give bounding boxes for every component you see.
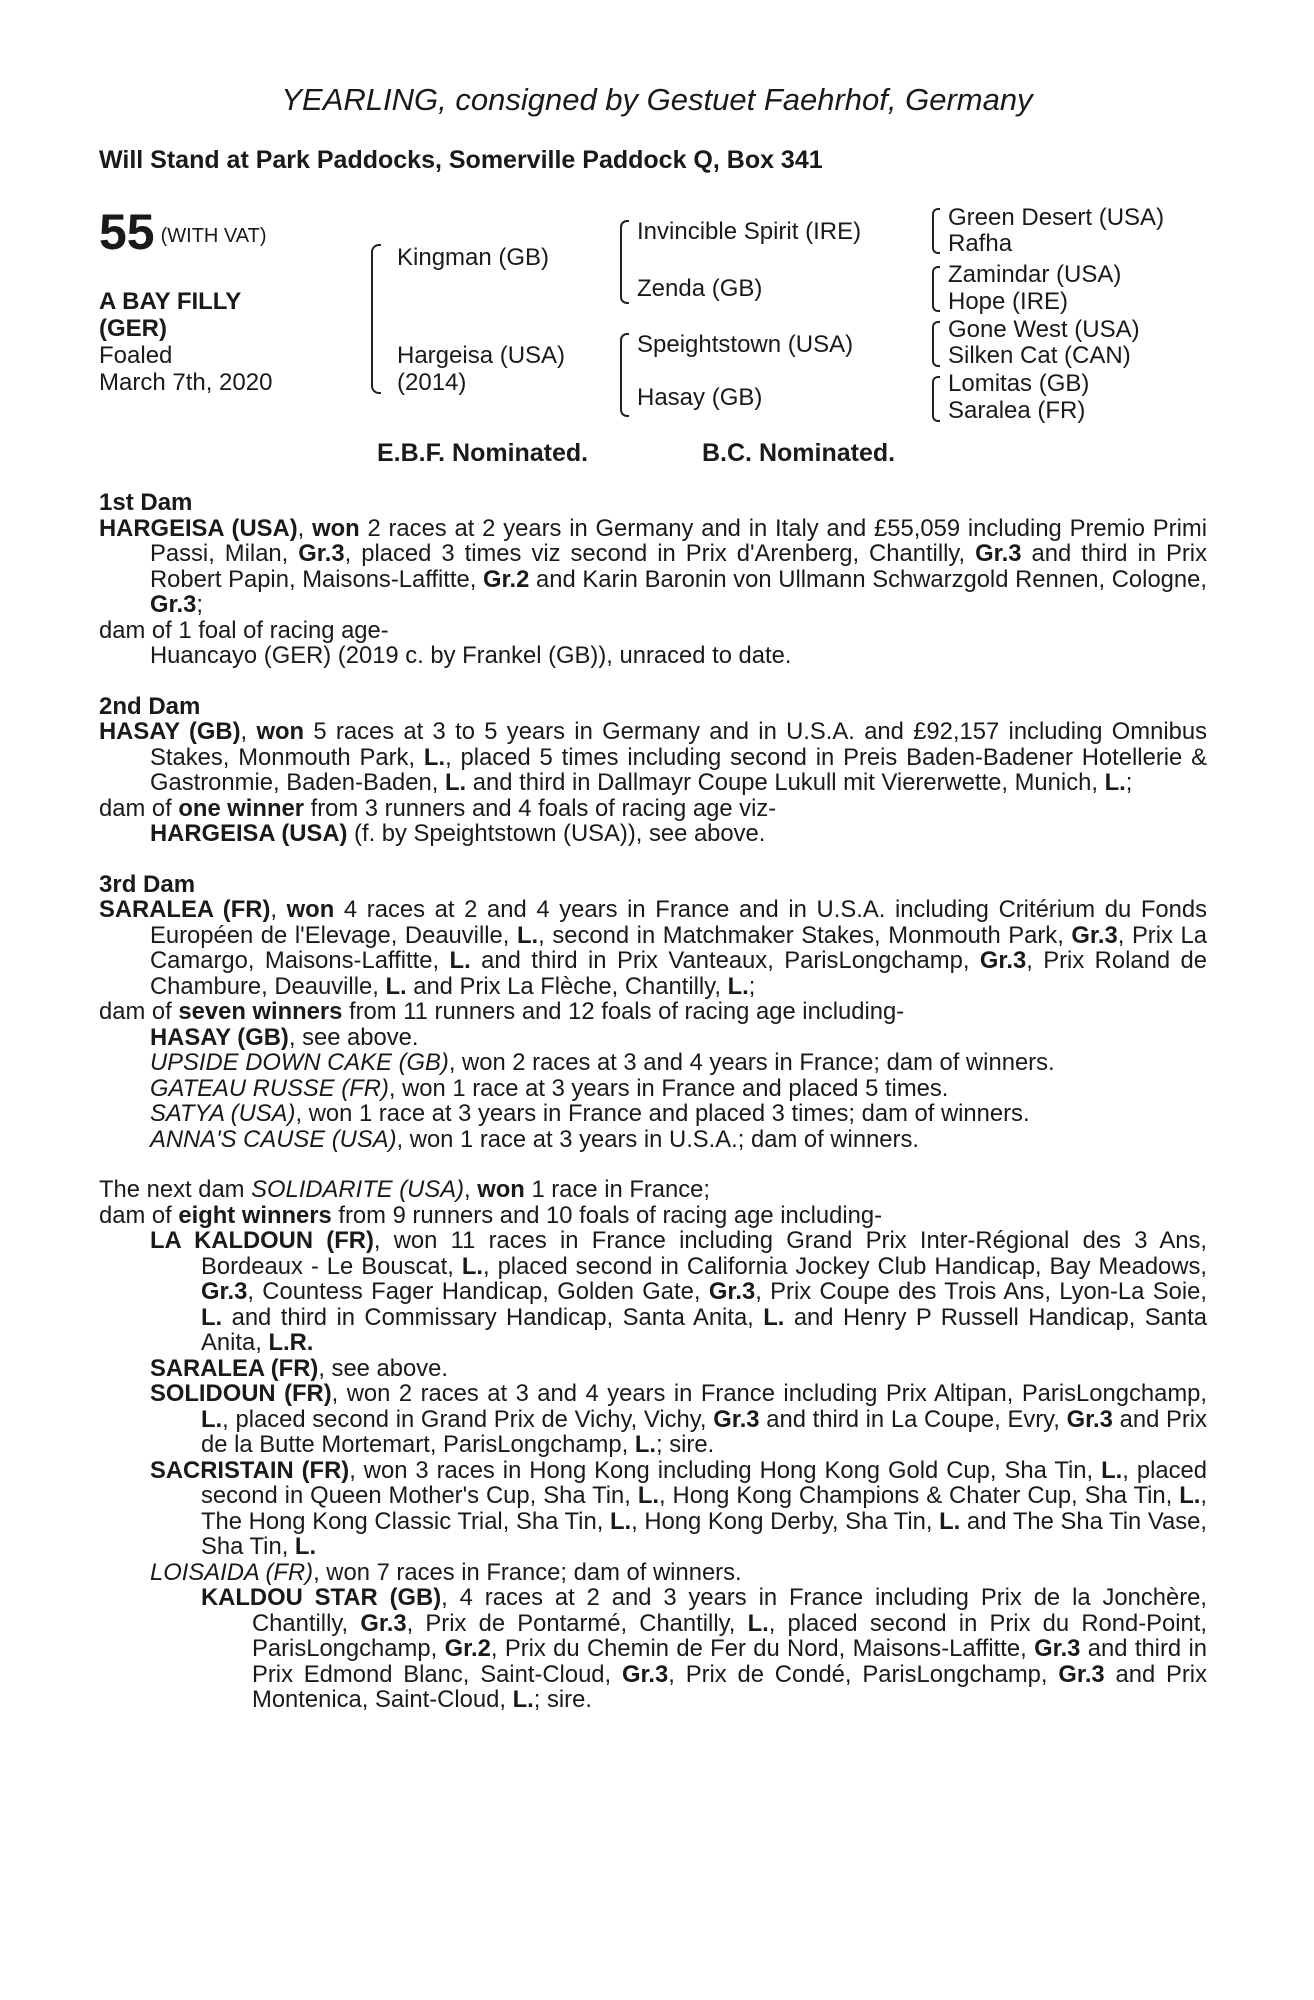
list-item: SARALEA (FR), see above. — [150, 1354, 448, 1382]
catalogue-body — [99, 490, 1207, 1713]
listed-label: L. — [423, 743, 446, 771]
next-dam-record: The next dam SOLIDARITE (USA), won 1 race in France; — [99, 1176, 711, 1203]
list-item: ANNA'S CAUSE (USA), won 1 race at 3 years in U.S.A.; dam of winners. — [150, 1125, 919, 1153]
next-dam-section — [99, 1177, 1207, 1713]
gen3-bracket-1 — [932, 208, 940, 254]
third-dam-name: SARALEA (FR) — [99, 896, 271, 923]
record-text: 2 races at 2 years in Germany and in Italy and £55,059 including Premio Primi Passi, Milan, — [150, 514, 1207, 567]
sire-sire-sire: Green Desert (USA) — [948, 204, 1165, 231]
dam-sire-dam: Silken Cat (CAN) — [948, 342, 1131, 369]
first-dam-record: HARGEISA (USA), won 2 races at 2 years in Germany and in Italy and £55,059 including Premio Primi Passi, Milan, Gr.3, placed 3 times viz second in Prix d'Arenberg, Chantilly, Gr.3 and third in Prix Robert Papin, Maisons-Laffitte, Gr.2 and Karin Baronin von Ullmann Schwarzgold Rennen, Cologne, Gr.3; — [99, 514, 1208, 618]
list-item: HASAY (GB), see above. — [150, 1023, 419, 1051]
lot-description — [99, 288, 272, 396]
gen3-bracket-3 — [932, 321, 940, 367]
lot-number-block — [99, 204, 267, 264]
first-dam-foal: Huancayo (GER) (2019 c. by Frankel (GB)), unraced to date. — [150, 642, 792, 669]
first-dam-name: HARGEISA (USA) — [99, 514, 298, 542]
gen3-bracket-4 — [932, 376, 940, 422]
sex-color: A BAY FILLY — [99, 288, 242, 315]
dam-dam-sire: Lomitas (GB) — [948, 370, 1090, 397]
list-item: UPSIDE DOWN CAKE (GB), won 2 races at 3 and 4 years in France; dam of winners. — [150, 1049, 1055, 1076]
record-text: and third in Prix Robert Papin, Maisons-Laffitte, — [150, 540, 1207, 593]
second-dam-section — [99, 694, 1207, 847]
third-dam-produce-intro: dam of seven winners from 11 runners and 12 foals of racing age including- — [99, 998, 905, 1025]
won-label: won — [256, 718, 305, 745]
second-dam-name: HASAY (GB) — [99, 718, 241, 745]
gen2-bracket-dam — [620, 333, 629, 417]
record-text: and third in Dallmayr Coupe Lukull mit Viererwette, Munich, — [466, 769, 1105, 796]
dam-sire: Speightstown (USA) — [637, 331, 854, 358]
stand-location: Will Stand at Park Paddocks, Somerville Paddock Q, Box 341 — [99, 146, 823, 174]
list-item: LOISAIDA (FR), won 7 races in France; dam of winners. — [150, 1558, 742, 1586]
foaled-date: March 7th, 2020 — [99, 369, 273, 396]
sire-dam-dam: Hope (IRE) — [948, 288, 1069, 315]
record-text: 5 races at 3 to 5 years in Germany and in U.S.A. and £92,157 including Omnibus Stakes, Monmouth Park, — [150, 718, 1207, 771]
vat-note: (WITH VAT) — [160, 224, 267, 247]
sire-sire: Invincible Spirit (IRE) — [637, 218, 862, 245]
record-text: and Karin Baronin von Ullmann Schwarzgold Rennen, Cologne, — [529, 565, 1208, 593]
gen3-bracket-2 — [932, 266, 940, 312]
ebf-nominated: E.B.F. Nominated. — [377, 439, 589, 467]
record-text: ; — [1125, 769, 1133, 796]
listed-label: L. — [1104, 769, 1126, 796]
grade-label: Gr.2 — [483, 565, 530, 593]
list-item: LA KALDOUN (FR), won 11 races in France including Grand Prix Inter-Régional des 3 Ans, Bordeaux - Le Bouscat, L., placed second in California Jockey Club Handicap, Bay Meadows, Gr.3, Countess Fager Handicap, Golden Gate, Gr.3, Prix Coupe des Trois Ans, Lyon-La Soie, L. and third in Commissary Handicap, Santa Anita, L. and Henry P Russell Handicap, Santa Anita, L.R. — [150, 1227, 1208, 1356]
sire: Kingman (GB) — [397, 244, 550, 271]
list-item: SATYA (USA), won 1 race at 3 years in France and placed 3 times; dam of winners. — [150, 1100, 1030, 1127]
first-dam-produce-intro: dam of 1 foal of racing age- — [99, 616, 389, 644]
grade-label: Gr.3 — [975, 540, 1022, 567]
grade-label: Gr.3 — [150, 591, 197, 618]
record-text: , placed 5 times including second in Preis Baden-Badener Hotellerie & Gastronmie, Baden-Baden, — [150, 743, 1208, 796]
lot-number: 55 — [99, 204, 155, 260]
dam-sire-sire: Gone West (USA) — [948, 316, 1140, 343]
record-text: ; — [196, 591, 203, 618]
first-dam-heading: 1st Dam — [99, 489, 193, 516]
dam-dam-dam: Saralea (FR) — [948, 397, 1086, 424]
gen1-bracket — [371, 244, 381, 394]
third-dam-heading: 3rd Dam — [99, 870, 196, 898]
won-label: won — [312, 514, 360, 542]
gen2-bracket-sire — [620, 220, 629, 304]
first-dam-section — [99, 490, 1207, 669]
list-item: SACRISTAIN (FR), won 3 races in Hong Kong including Hong Kong Gold Cup, Sha Tin, L., placed second in Queen Mother's Cup, Sha Tin, L., Hong Kong Champions & Chater Cup, Sha Tin, L., The Hong Kong Classic Trial, Sha Tin, L., Hong Kong Derby, Sha Tin, L. and The Sha Tin Vase, Sha Tin, L. — [150, 1456, 1207, 1560]
second-dam-produce-intro: dam of one winner from 3 runners and 4 foals of racing age viz- — [99, 794, 777, 822]
bc-nominated: B.C. Nominated. — [702, 439, 896, 467]
page-title: YEARLING, consigned by Gestuet Faehrhof, Germany — [281, 82, 1033, 117]
second-dam-record: HASAY (GB), won 5 races at 3 to 5 years in Germany and in U.S.A. and £92,157 including Omnibus Stakes, Monmouth Park, L., placed 5 times including second in Preis Baden-Badener Hotellerie & Gastronmie, Baden-Baden, L. and third in Dallmayr Coupe Lukull mit Viererwette, Munich, L.; — [99, 718, 1208, 796]
sire-sire-dam: Rafha — [948, 230, 1013, 257]
sire-dam-sire: Zamindar (USA) — [948, 261, 1122, 288]
list-item: SOLIDOUN (FR), won 2 races at 3 and 4 years in France including Prix Altipan, ParisLongchamp, L., placed second in Grand Prix de Vichy, Vichy, Gr.3 and third in La Coupe, Evry, Gr.3 and Prix de la Butte Mortemart, ParisLongchamp, L.; sire. — [150, 1380, 1208, 1458]
dam: Hargeisa (USA) — [397, 342, 566, 369]
grade-label: Gr.3 — [298, 540, 345, 567]
dam-dam: Hasay (GB) — [637, 384, 763, 411]
next-dam-produce-intro: dam of eight winners from 9 runners and 10 foals of racing age including- — [99, 1201, 883, 1229]
second-dam-heading: 2nd Dam — [99, 692, 201, 720]
third-dam-record: SARALEA (FR), won 4 races at 2 and 4 years in France and in U.S.A. including Critérium du Fonds Européen de l'Elevage, Deauville, L., second in Matchmaker Stakes, Monmouth Park, Gr.3, Prix La Camargo, Maisons-Laffitte, L. and third in Prix Vanteaux, ParisLongchamp, Gr.3, Prix Roland de Chambure, Deauville, L. and Prix La Flèche, Chantilly, L.; — [99, 896, 1208, 1000]
second-dam-foal: HARGEISA (USA) (f. by Speightstown (USA)), see above. — [150, 820, 766, 847]
foaled-label: Foaled — [99, 342, 173, 369]
sire-dam: Zenda (GB) — [637, 275, 763, 302]
record-text: , placed 3 times viz second in Prix d'Arenberg, Chantilly, — [344, 540, 976, 567]
country: (GER) — [99, 315, 167, 342]
list-item: KALDOU STAR (GB), 4 races at 2 and 3 years in France including Prix de la Jonchère, Chantilly, Gr.3, Prix de Pontarmé, Chantilly, L., placed second in Prix du Rond-Point, ParisLongchamp, Gr.2, Prix du Chemin de Fer du Nord, Maisons-Laffitte, Gr.3 and third in Prix Edmond Blanc, Saint-Cloud, Gr.3, Prix de Condé, ParisLongchamp, Gr.3 and Prix Montenica, Saint-Cloud, L.; sire. — [201, 1584, 1208, 1713]
listed-label: L. — [445, 769, 467, 796]
dam-year: (2014) — [397, 369, 467, 396]
third-dam-section — [99, 872, 1207, 1153]
list-item: GATEAU RUSSE (FR), won 1 race at 3 years in France and placed 5 times. — [150, 1074, 949, 1102]
